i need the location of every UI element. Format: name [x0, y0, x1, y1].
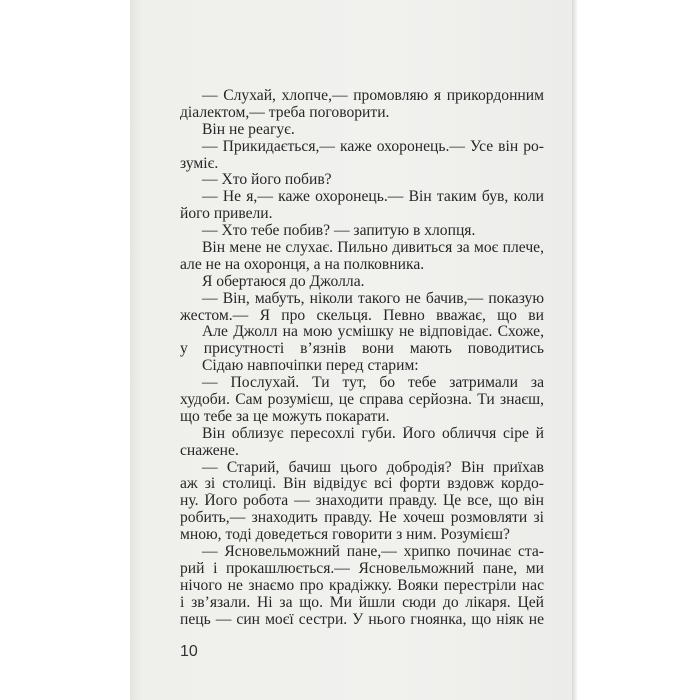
text-line: Але Джолл на мою усмішку не відповідає. Схоже, [202, 324, 544, 341]
text-line: — Прикидається,— каже охоронець.— Усе він ро- [202, 138, 544, 155]
text-line: нічого не знаємо про крадіжку. Вояки перестріли нас [180, 577, 544, 594]
text-line: мною, тоді доведеться говорити з ним. Розумієш? [180, 526, 510, 544]
text-line: ну. Його робота — знаходити правду. Це все, що він [180, 493, 544, 510]
text-line: його привели. [180, 205, 273, 223]
text-line: Він не реагує. [202, 120, 295, 138]
text-line: — Не я,— каже охоронець.— Він таким був, коли [202, 189, 544, 206]
text-line: худоби. Сам розумієш, це справа серйозна. Ти знаєш, [180, 392, 544, 409]
text-line: Він мене не слухає. Пильно дивиться за моє плече, [202, 240, 544, 257]
text-line: рий і прокашлюється.— Ясновельможний пане, ми [180, 560, 544, 577]
text-line: — Послухай. Ти тут, бо тебе затримали за [202, 375, 544, 392]
text-line: і звʼязали. Ні за що. Ми йшли сюди до лікаря. Цей [180, 594, 544, 611]
text-line: снажене. [180, 441, 239, 459]
text-line: жестом.— Я про скельця. Певно вважає, що ви [180, 307, 544, 324]
text-line: але не на охоронця, а на полковника. [180, 255, 425, 273]
text-line: — Слухай, хлопче,— промовляю я прикордонним [202, 88, 544, 104]
text-line: Сідаю навпочіпки перед старим: [202, 357, 419, 375]
text-line: Я обертаюся до Джолла. [202, 272, 365, 290]
text-line: пець — син моєї сестри. У нього гноянка, що ніяк не [180, 611, 544, 628]
text-line: зуміє. [180, 154, 219, 172]
text-line: — Хто його побив? [202, 171, 332, 189]
text-line: що тебе за це можуть покарати. [180, 407, 390, 425]
text-line: аж зі столиці. Він відвідує всі форти вздовж кордо- [180, 476, 544, 493]
book-page [130, 0, 572, 700]
text-line: Він облизує пересохлі губи. Його обличчя сіре й [202, 425, 544, 442]
text-line: — Хто тебе побив? — запитую в хлопця. [202, 222, 476, 240]
text-line: — Він, мабуть, ніколи такого не бачив,— показую [202, 290, 544, 307]
page-body-text [180, 88, 544, 629]
text-line: — Ясновельможний пане,— хрипко починає ста- [202, 544, 544, 561]
text-line: у присутності вʼязнів вони мають поводитись [180, 341, 544, 358]
page-number: 10 [180, 643, 198, 660]
text-line: діалектом,— треба поговорити. [180, 103, 390, 121]
text-line: робить,— знаходить правду. Не хочеш розмовляти зі [180, 510, 544, 527]
text-line: — Старий, бачиш цього добродія? Він приїхав [202, 459, 544, 476]
